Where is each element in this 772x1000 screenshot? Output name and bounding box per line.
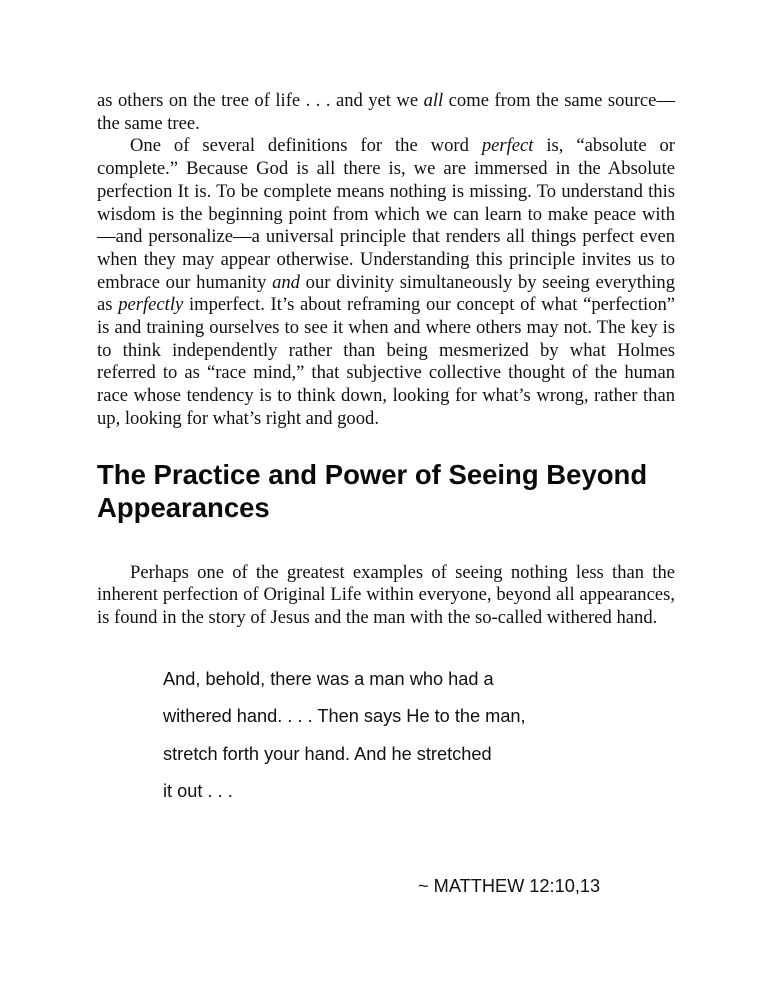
text-run: as others on the tree of life . . . and yet we <box>97 90 424 111</box>
quote-line: stretch forth your hand. And he stretched <box>163 743 492 764</box>
text-run: is, “absolute or complete.” Because God is all there is, we are immersed in the Absolute perfection It is. To be complete means nothing is missing. To understand this wisdom is the beginning point from which we can learn to make peace with—and personalize—a universal principle that renders all things perfect even when they may appear otherwise. Understanding this principle invites us to embrace our humanity <box>97 135 676 293</box>
text-run: our divinity simultaneously by seeing everything as <box>97 271 675 316</box>
quote-attribution: ~ MATTHEW 12:10,13 <box>418 876 601 896</box>
page-content <box>97 90 675 811</box>
scripture-quote <box>163 661 583 811</box>
text-run: imperfect. It’s about reframing our concept of what “perfection” is and training ourselves to see it when and where others may not. The key is to think independently rather than being mesmerized by what Holmes referred to as “race mind,” that subjective collective thought of the human race whose tendency is to think down, looking for what’s wrong, rather than up, looking for what’s right and good. <box>97 294 675 429</box>
paragraph-definition <box>97 135 675 430</box>
text-run: come from the same source—the same tree. <box>97 90 675 134</box>
section-heading: The Practice and Power of Seeing Beyond Appearances <box>97 458 648 523</box>
quote-line: And, behold, there was a man who had a <box>163 668 494 689</box>
paragraph-intro: Perhaps one of the greatest examples of seeing nothing less than the inherent perfection of Original Life within everyone, beyond all appearances, is found in the story of Jesus and the man with the so-called withered hand. <box>97 561 675 628</box>
emphasis: and <box>272 271 300 293</box>
quote-line: it out . . . <box>163 781 233 802</box>
emphasis: perfect <box>481 135 534 157</box>
text-run: One of several definitions for the word <box>130 135 482 157</box>
emphasis: all <box>423 90 444 111</box>
emphasis: perfectly <box>118 294 184 316</box>
paragraph-continuation <box>97 90 675 135</box>
quote-line: withered hand. . . . Then says He to the man, <box>163 706 526 727</box>
